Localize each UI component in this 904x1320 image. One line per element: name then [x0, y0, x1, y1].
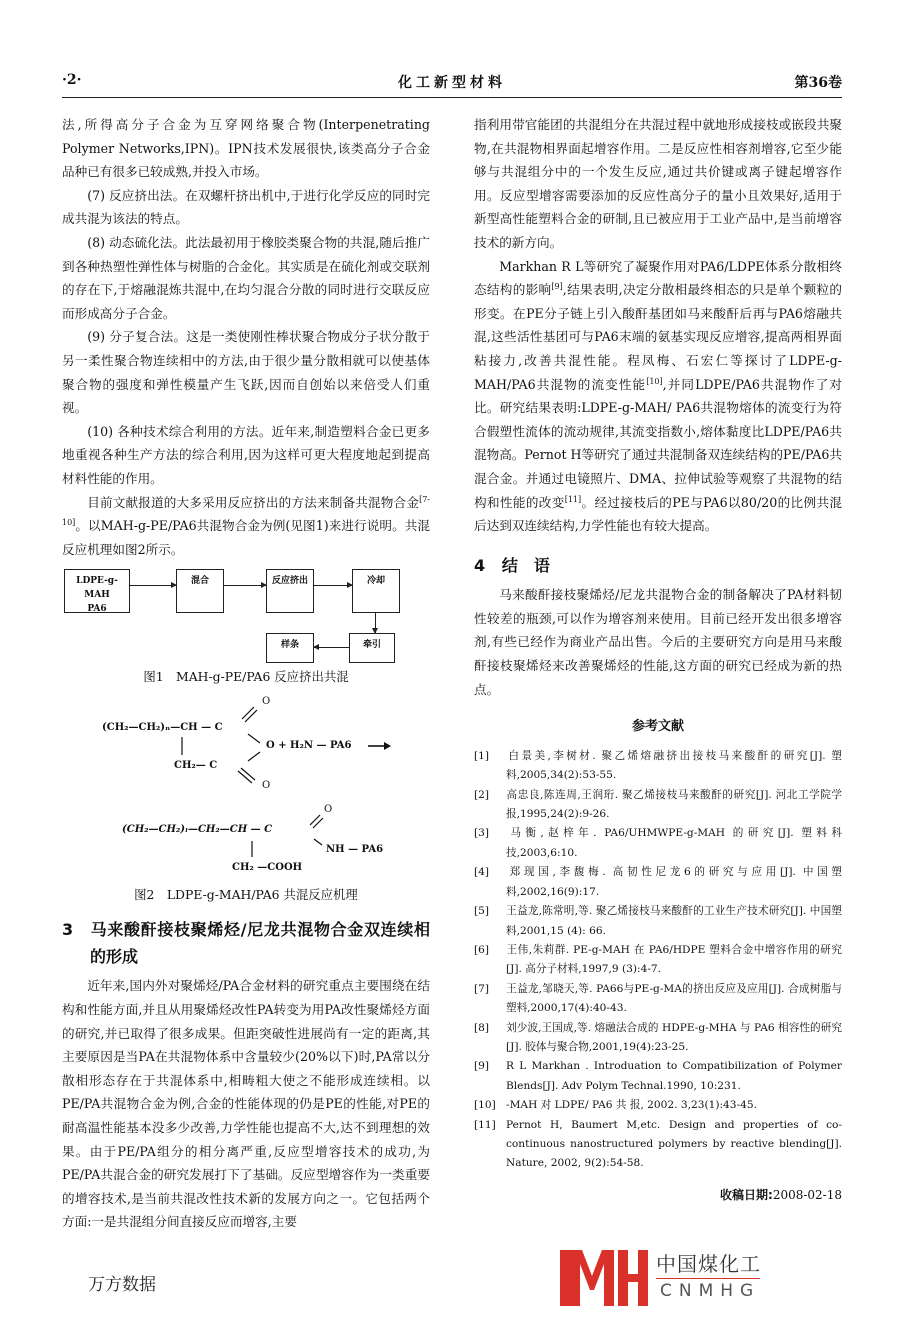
flow-arrow [314, 585, 352, 586]
flow-arrow-left [314, 647, 349, 648]
reference-item: [10] -MAH 对 LDPE/ PA6 共 报, 2002. 3,23(1):43-45. [474, 1099, 757, 1112]
chem-ch2-c: CH₂— C [174, 759, 218, 771]
running-header [62, 72, 842, 94]
citation: [10] [646, 376, 663, 386]
figure-2-caption: 图2 LDPE-g-MAH/PA6 共混反应机理 [134, 886, 358, 902]
paragraph: (10) 各种技术综合利用的方法。近年来,制造塑料合金已更多地重视各种生产方法的综合利用,因为这样可更大程度地起到提高材料性能的作用。 [62, 423, 430, 486]
chem-carboxyl: CH₂ —COOH [232, 861, 303, 873]
flow-box-pull: 牵引 [349, 633, 395, 663]
flow-arrow [130, 585, 176, 586]
chem-amide: NH — PA6 [326, 843, 384, 855]
paragraph: (7) 反应挤出法。在双螺杆挤出机中,于进行化学反应的同时完成共混为该法的特点。 [62, 187, 430, 227]
flow-box-input: LDPE-g-MAH PA6 [64, 569, 130, 613]
flow-box-sample: 样条 [266, 633, 314, 663]
flow-arrow [224, 585, 266, 586]
chem-carbonyl-o: O [262, 695, 271, 707]
paragraph: 指利用带官能团的共混组分在共混过程中就地形成接枝或嵌段共聚物,在共混物相界面起增容作用。二是反应性相容剂增容,它至少能够与共混组分中的一个发生反应,通过共价键或离子键起增容作用。反应型增容需要添加的反应性高分子的量小且效果好,适用于新型高性能塑料合金的研制,且已被应用于工业产品中,是当前增容技术的新方向。 [474, 117, 842, 250]
reference-item: [3] 马衡,赵梓年. PA6/UHMWPE-g-MAH 的研究[J]. 塑料科技,2003,6:10. [474, 827, 842, 859]
paragraph: 法,所得高分子合金为互穿网络聚合物(Interpenetrating Polymer Networks,IPN)。IPN技术发展很快,该类高分子合金品种已有很多已较成熟,并投入市场。 [62, 117, 430, 180]
figure-2-reaction-scheme [62, 689, 430, 879]
flow-box-cool: 冷却 [352, 569, 400, 613]
left-column [62, 113, 430, 1234]
watermark-underline [656, 1278, 760, 1279]
page-number: ·2· [62, 72, 82, 88]
chem-carbonyl-o: O [262, 779, 271, 791]
received-date: 收稿日期:2008-02-18 [720, 1187, 842, 1202]
references-heading: 参考文献 [631, 719, 684, 735]
paragraph: 马来酸酐接枝聚烯烃/尼龙共混物合金的制备解决了PA材料韧性较差的瓶颈,可以作为增容剂来使用。目前已经开发出很多增容剂,有些已经作为商业产品出售。今后的主要研究方向是用马来酸酐接枝聚烯烃来改善聚烯烃的性能,这方面的研究已经成为新的热点。 [474, 587, 842, 697]
figure-1-caption: 图1 MAH-g-PE/PA6 反应挤出共混 [143, 669, 349, 685]
section-3-heading: 3 马来酸酐接枝聚烯烃/尼龙共混物合金双连续相的形成 [62, 920, 430, 967]
reference-item: [6] 王伟,朱莉群. PE-g-MAH 在 PA6/HDPE 塑料合金中增容作用的研究[J]. 高分子材料,1997,9 (3):4-7. [474, 943, 842, 976]
flow-box-extrude: 反应挤出 [266, 569, 314, 613]
reference-item: [8] 刘少波,王国成,等. 熔融法合成的 HDPE-g-MHA 与 PA6 相容性的研究[J]. 胶体与聚合物,2001,19(4):23-25. [474, 1021, 842, 1053]
reference-item: [9] R L Markhan . Introduation to Compatibilization of Polymer Blends[J]. Adv Polym Technal.1990, 10:231. [474, 1060, 842, 1092]
journal-title: 化工新型材料 [398, 75, 506, 91]
flow-box-mix: 混合 [176, 569, 224, 613]
mh-logo-icon [560, 1250, 648, 1306]
citation: [7-10] [62, 494, 430, 527]
reference-item: [1] 白景美,李树材. 聚乙烯熔融挤出接枝马来酸酐的研究[J]. 塑料,2005,34(2):53-55. [474, 749, 842, 782]
citation: [9] [551, 281, 563, 291]
reference-item: [2] 高忠良,陈连周,王润珩. 聚乙烯接枝马来酸酐的研究[J]. 河北工学院学报,1995,24(2):9-26. [474, 788, 842, 821]
chem-carbonyl-o: O [324, 803, 333, 815]
section-4-heading: 4 结 语 [474, 555, 550, 575]
header-rule [62, 97, 842, 98]
reference-item: [5] 王益龙,陈常明,等. 聚乙烯接枝马来酸酐的工业生产技术研究[J]. 中国塑料,2001,15 (4): 66. [474, 905, 842, 937]
volume-label: 第36卷 [794, 75, 842, 91]
citation: [11] [564, 494, 582, 504]
chem-reactant-chain: (CH₂—CH₂)ₙ—CH — C [102, 721, 223, 733]
database-footer-mark: 万方数据 [88, 1275, 156, 1295]
paragraph: 近年来,国内外对聚烯烃/PA合金材料的研究重点主要围绕在结构和性能方面,并且从用聚烯烃改性PA转变为用PA改性聚烯烃方面的研究,并已取得了很多成果。但距突破性进展尚有一定的距离,其主要原因是当PA在共混物体系中含量较少(20%以下)时,PA常以分散相形态存在于共混体系中,相畴粗大使之不能形成连续相。以PE/PA共混物合金为例,合金的性能体现的仍是PE的性能,对PE的耐高温性能基本没多少改善,力学性能也提高不大,达不到理想的效果。由于PE/PA组分的相分离严重,反应型增容技术的成功,为PE/PA共混合金的研究发展打下了基础。反应型增容作为一类重要的增容技术,是当前共混改性技术新的发展方向之一。它包括两个方面:一是共混组分间直接反应而增容,主要 [62, 978, 430, 1230]
flow-arrow-down [375, 613, 376, 633]
reference-list [474, 747, 842, 1174]
right-column [474, 113, 842, 1207]
watermark-english-text: CNMHG [660, 1281, 761, 1301]
watermark-chinese-text: 中国煤化工 [656, 1252, 761, 1276]
chem-product-chain: (CH₂—CH₂)ₗ—CH₂—CH — C [122, 823, 273, 835]
reference-item: [11] Pernot H, Baumert M,etc. Design and properties of co-continuous nanostructured polymers by reactive blending[J]. Nature, 2002, 9(2):54-58. [474, 1118, 842, 1170]
chem-reagent: O + H₂N — PA6 [266, 739, 352, 751]
figure-1-flowchart [62, 567, 430, 665]
cnmhg-watermark [560, 1250, 810, 1306]
reference-item: [4] 郑现国,李馥梅. 高韧性尼龙6的研究与应用[J]. 中国塑料,2002,16(9):17. [474, 866, 842, 898]
paragraph: (9) 分子复合法。这是一类使刚性棒状聚合物成分子状分散于另一柔性聚合物连续相中的方法,由于很少量分散相就可以使基体聚合物的强度和弹性模量产生飞跃,因而自创始以来倍受人们重视。 [62, 329, 430, 416]
paragraph: Markhan R L等研究了凝聚作用对PA6/LDPE体系分散相终态结构的影响[9],结果表明,决定分散相最终相态的只是单个颗粒的形变。在PE分子链上引入酸酐基团如马来酸酐后再与PA6熔融共混,这些活性基团可与PA6末端的氨基实现反应增容,提高两相界面粘接力,改善共混性能。程凤梅、石宏仁等探讨了LDPE-g-MAH/PA6共混物的流变性能[10],并同LDPE/PA6共混物作了对比。研究结果表明:LDPE-g-MAH/ PA6共混物熔体的流变行为符合假塑性流体的流动规律,其流变指数小,熔体黏度比LDPE/PA6共混物高。Pernot H等研究了通过共混制备双连续结构的PE/PA6共混合金。并通过电镜照片、DMA、拉伸试验等观察了共混物的结构和性能的改变[11]。经过接枝后的PE与PA6以80/20的比例共混后达到双连续结构,力学性能也有较大提高。 [474, 258, 843, 534]
paragraph-intro: 目前文献报道的大多采用反应挤出的方法来制备共混物合金[7-10]。以MAH-g-PE/PA6共混物合金为例(见图1)来进行说明。共混反应机理如图2所示。 [62, 494, 430, 557]
reference-item: [7] 王益龙,邹晓天,等. PA66与PE-g-MA的挤出反应及应用[J]. 合成树脂与塑料,2000,17(4):40-43. [474, 982, 842, 1015]
paragraph: (8) 动态硫化法。此法最初用于橡胶类聚合物的共混,随后推广到各种热塑性弹性体与树脂的合金化。其实质是在硫化剂或交联剂的存在下,于熔融混炼共混中,在均匀混合分散的同时进行交联反应而形成高分子合金。 [62, 234, 430, 321]
